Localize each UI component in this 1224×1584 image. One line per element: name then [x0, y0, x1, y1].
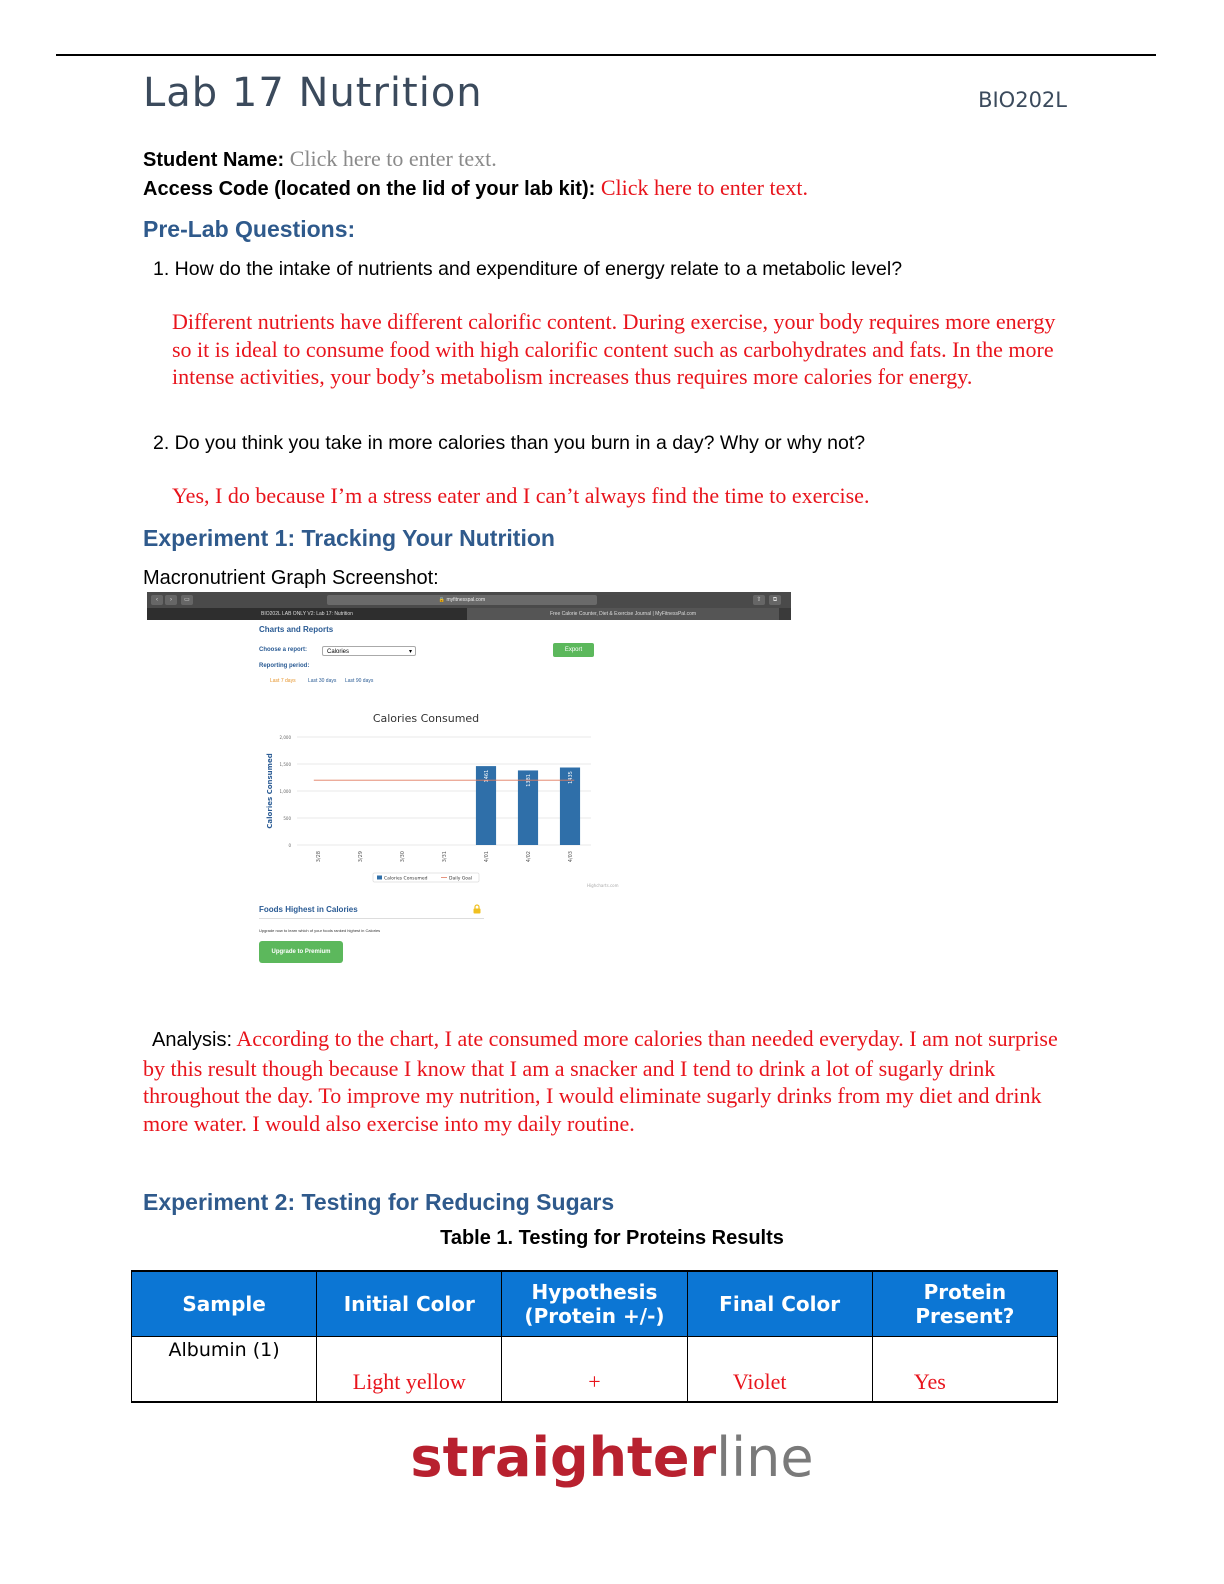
analysis-label: Analysis:: [152, 1029, 233, 1051]
x-tick-label: 3/30: [400, 851, 406, 863]
answer-1: Different nutrients have different calorific content. During exercise, your body requires more energy so it is ideal to consume food with high calorific content such as carbohydrates and fats. In the more intense activities, your body’s metabolism increases thus requires more calories for energy.: [172, 309, 1056, 389]
legend-goal: Daily Goal: [449, 876, 473, 882]
choose-report-label: Choose a report:: [259, 647, 308, 653]
foods-highest-title: Foods Highest in Calories: [259, 905, 358, 914]
y-tick-label: 0: [288, 843, 291, 848]
col-protein-present: Protein Present?: [872, 1271, 1057, 1337]
answer-2: Yes, I do because I’m a stress eater and I can’t always find the time to exercise.: [172, 483, 870, 508]
analysis-paragraph: [143, 1025, 1063, 1137]
protein-present-value: Yes: [913, 1369, 946, 1394]
y-axis-label: Calories Consumed: [266, 753, 274, 829]
legend-swatch-calories: [377, 876, 382, 880]
logo-part-1: straighter: [410, 1426, 717, 1489]
cell-initial-color[interactable]: [317, 1337, 502, 1403]
lock-icon: [472, 904, 482, 914]
url-bar: 🔒 myfitnesspal.com: [327, 595, 597, 605]
analysis-text: According to the chart, I ate consumed more calories than needed everyday. I am not surprise by this result though because I know that I am a snacker and I tend to drink a lot of sugarly drink throughout the day. To improve my nutrition, I would eliminate sugarly drinks from my diet and drink more water. I would also exercise into my daily routine.: [143, 1026, 1058, 1136]
legend-calories: Calories Consumed: [384, 876, 428, 882]
y-tick-label: 500: [283, 816, 291, 821]
period-90-days: Last 90 days: [345, 678, 374, 684]
table-caption: Table 1. Testing for Proteins Results: [440, 1227, 784, 1249]
macronutrient-screenshot: [147, 592, 791, 992]
tab-lab: BIO202L LAB ONLY V2: Lab 17: Nutrition: [147, 608, 467, 620]
experiment-2-heading: Experiment 2: Testing for Reducing Sugars: [143, 1189, 615, 1215]
y-tick-label: 2,000: [279, 735, 291, 740]
forward-icon: ›: [165, 595, 177, 605]
bar-value-label: 1435: [568, 771, 574, 784]
foods-divider: [259, 918, 484, 919]
student-name-label: Student Name:: [143, 149, 285, 171]
question-2: 2. Do you think you take in more calories than you burn in a day? Why or why not?: [153, 432, 866, 454]
cell-sample: [132, 1337, 317, 1403]
question-1: 1. How do the intake of nutrients and expenditure of energy relate to a metabolic level?: [153, 258, 903, 280]
foods-upgrade-note: Upgrade now to learn which of your foods ranked highest in Calories: [259, 928, 381, 933]
tabs-icon: ⧉: [769, 595, 781, 605]
bar-value-label: 1381: [526, 774, 532, 787]
export-button: Export: [553, 643, 594, 657]
course-code: BIO202L: [978, 88, 1067, 112]
sidebar-icon: ▭: [181, 595, 193, 605]
x-tick-label: 3/28: [316, 851, 322, 863]
col-final-color: Final Color: [687, 1271, 872, 1337]
y-tick-label: 1,000: [279, 789, 291, 794]
logo-part-2: line: [716, 1426, 814, 1489]
straighterline-logo: [0, 1426, 1224, 1489]
report-select: Calories ▾: [322, 646, 416, 656]
final-color-value: Violet: [732, 1369, 787, 1394]
upgrade-button: Upgrade to Premium: [259, 941, 343, 963]
x-tick-label: 3/31: [442, 851, 448, 863]
cell-protein-present[interactable]: [872, 1337, 1057, 1403]
browser-toolbar: [147, 592, 791, 608]
x-tick-label: 4/03: [568, 851, 574, 863]
x-tick-label: 4/02: [526, 851, 532, 863]
col-hypothesis: Hypothesis (Protein +/-): [502, 1271, 687, 1337]
hypothesis-value: +: [588, 1369, 601, 1394]
results-table: [131, 1270, 1058, 1403]
period-7-days: Last 7 days: [270, 678, 296, 684]
chart-title: Calories Consumed: [372, 712, 480, 725]
initial-color-value: Light yellow: [352, 1369, 466, 1394]
browser-tabs: [147, 608, 791, 620]
table-row: [132, 1337, 1058, 1403]
period-30-days: Last 30 days: [308, 678, 337, 684]
table-header-row: [132, 1271, 1058, 1337]
screenshot-label: Macronutrient Graph Screenshot:: [143, 567, 439, 589]
chart-credit: Highcharts.com: [587, 883, 619, 888]
student-name-line: [143, 146, 497, 172]
calories-chart: [147, 702, 791, 992]
prelab-heading: Pre-Lab Questions:: [143, 216, 356, 242]
x-tick-label: 4/01: [484, 851, 490, 863]
page-title: Lab 17 Nutrition: [143, 70, 483, 116]
reporting-period-label: Reporting period:: [259, 663, 310, 669]
charts-reports-title: Charts and Reports: [259, 625, 334, 634]
access-code-label: Access Code (located on the lid of your lab kit):: [143, 178, 596, 200]
tab-myfitnesspal: Free Calorie Counter, Diet & Exercise Journal | MyFitnessPal.com: [467, 608, 779, 620]
back-icon: ‹: [151, 595, 163, 605]
bar-value-label: 1461: [484, 769, 490, 783]
access-code-line: [143, 175, 808, 201]
share-icon: ⇧: [753, 595, 765, 605]
y-tick-label: 1,500: [279, 762, 291, 767]
top-rule: [56, 54, 1156, 56]
col-sample: Sample: [132, 1271, 317, 1337]
x-tick-label: 3/29: [358, 851, 364, 863]
student-name-field[interactable]: Click here to enter text.: [289, 146, 497, 171]
col-initial-color: Initial Color: [317, 1271, 502, 1337]
access-code-field[interactable]: Click here to enter text.: [600, 175, 808, 200]
experiment-1-heading: Experiment 1: Tracking Your Nutrition: [143, 525, 555, 551]
sample-name: Albumin (1): [168, 1339, 280, 1361]
